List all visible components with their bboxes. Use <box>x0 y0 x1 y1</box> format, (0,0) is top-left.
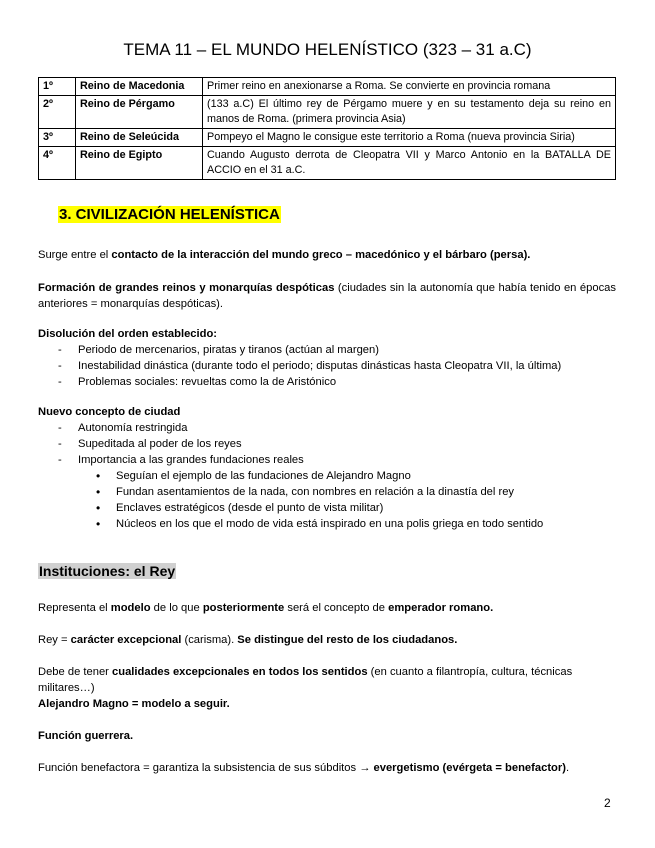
ciudad-heading: Nuevo concepto de ciudad <box>38 406 181 418</box>
section-heading: 3. CIVILIZACIÓN HELENÍSTICA <box>59 206 280 223</box>
kingdom-description: (133 a.C) El último rey de Pérgamo muere y en su testamento deja su reino en manos de Roma. (primera provincia Asia) <box>203 96 616 129</box>
list-item: • Enclaves estratégicos (desde el punto de vista militar) <box>38 500 616 516</box>
list-item: - Supeditada al poder de los reyes <box>38 436 616 452</box>
kingdom-name: Reino de Pérgamo <box>76 96 203 129</box>
kingdom-name: Reino de Seleúcida <box>76 129 203 147</box>
paragraph-modelo: Representa el modelo de lo que posteriormente será el concepto de emperador romano. <box>38 602 494 614</box>
disolucion-heading: Disolución del orden establecido: <box>38 328 218 340</box>
disolucion-list <box>38 342 616 390</box>
arrow-right-icon: → <box>359 762 371 774</box>
list-item: • Núcleos en los que el modo de vida está inspirado en una polis griega en todo sentido <box>38 516 616 532</box>
row-number: 2º <box>39 96 76 129</box>
kingdom-description: Pompeyo el Magno le consigue este territorio a Roma (nueva provincia Siria) <box>203 129 616 147</box>
ciudad-list <box>38 420 616 468</box>
list-item: - Importancia a las grandes fundaciones reales <box>38 452 616 468</box>
paragraph-guerrera: Función guerrera. <box>38 730 134 742</box>
list-item: - Autonomía restringida <box>38 420 616 436</box>
kingdom-name: Reino de Egipto <box>76 147 203 180</box>
disolucion-section <box>38 326 616 390</box>
kingdom-description: Cuando Augusto derrota de Cleopatra VII y Marco Antonio en la BATALLA DE ACCIO en el 31 a.C. <box>203 147 616 180</box>
row-number: 3º <box>39 129 76 147</box>
table-row <box>39 96 616 129</box>
table-row <box>39 78 616 96</box>
page-title: TEMA 11 – EL MUNDO HELENÍSTICO (323 – 31 a.C) <box>123 40 532 59</box>
kingdom-name: Reino de Macedonia <box>76 78 203 96</box>
row-number: 1º <box>39 78 76 96</box>
paragraph-formacion: Formación de grandes reinos y monarquías despóticas (ciudades sin la autonomía que había tenido en épocas anteriores = monarquías despóticas). <box>38 282 616 310</box>
list-item: • Seguían el ejemplo de las fundaciones de Alejandro Magno <box>38 468 616 484</box>
fundaciones-list <box>38 468 616 532</box>
paragraph-alejandro: Alejandro Magno = modelo a seguir. <box>38 698 230 710</box>
ciudad-section <box>38 404 616 532</box>
table-row <box>39 129 616 147</box>
paragraph-cualidades: Debe de tener cualidades excepcionales en todos los sentidos (en cuanto a filantropía, cultura, técnicas militares…) <box>38 666 573 694</box>
list-item: - Problemas sociales: revueltas como la de Aristónico <box>38 374 616 390</box>
list-item: - Inestabilidad dinástica (durante todo el periodo; disputas dinásticas hasta Cleopatra VII, la última) <box>38 358 616 374</box>
instituciones-heading: Instituciones: el Rey <box>39 563 176 579</box>
list-item: • Fundan asentamientos de la nada, con nombres en relación a la dinastía del rey <box>38 484 616 500</box>
list-item: - Periodo de mercenarios, piratas y tiranos (actúan al margen) <box>38 342 616 358</box>
paragraph-rey: Rey = carácter excepcional (carisma). Se distingue del resto de los ciudadanos. <box>38 634 458 646</box>
paragraph-benefactora: Función benefactora = garantiza la subsistencia de sus súbditos → evergetismo (evérgeta = benefactor). <box>38 762 570 774</box>
page-number: 2 <box>604 796 611 810</box>
kingdom-description: Primer reino en anexionarse a Roma. Se convierte en provincia romana <box>203 78 616 96</box>
paragraph-surge: Surge entre el contacto de la interacción del mundo greco – macedónico y el bárbaro (persa). <box>38 249 531 261</box>
table-row <box>39 147 616 180</box>
row-number: 4º <box>39 147 76 180</box>
kingdoms-table <box>38 77 616 180</box>
